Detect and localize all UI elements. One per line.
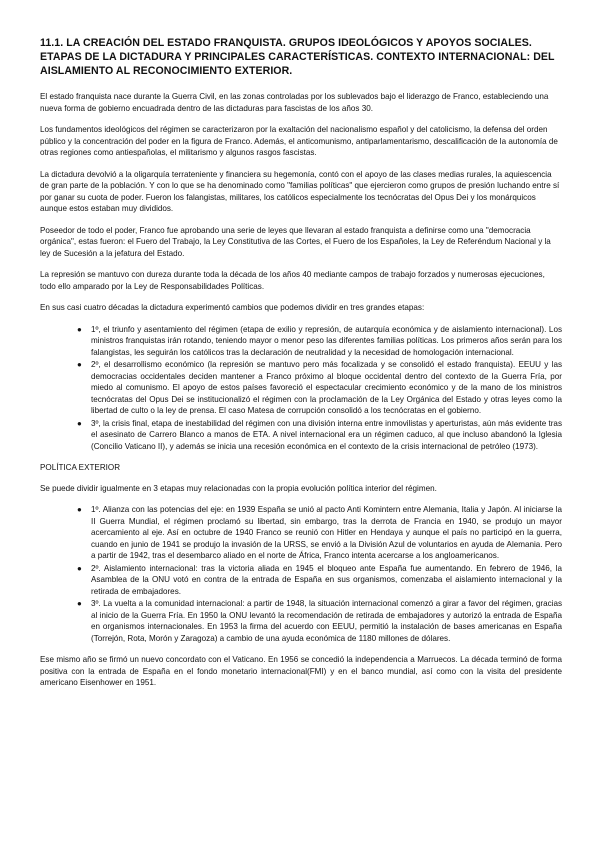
bullet-icon: ●	[77, 360, 82, 369]
list-item-text: 1º. Alianza con las potencias del eje: en 1939 España se unió al pacto Anti Komintern entre Alemania, Italia y Japón. Al iniciarse la II Guerra Mundial, el régimen proclamó su libertad, sin embargo, tras la derrota de Francia en 1940, se produjo un mayor acercamiento al eje. Así en octubre de 1940 Franco se reunió con Hitler en Hendaya y aunque el país no participó en la guerra, cuando en junio de 1941 se produjo la invasión de la URSS, se envió a la División Azul de voluntarios en ayuda de Alemania. Pero a partir de 1942, tras el desembarco aliado en el norte de África, Franco intenta acercarse a los angloamericanos.	[91, 505, 562, 560]
ideology-paragraph: Los fundamentos ideológicos del régimen se caracterizaron por la exaltación del nacionalismo español y del catolicismo, la defensa del orden público y la concentración del poder en la figura de Franco. Además, el anticomunismo, antiparlamentarismo, descalificación de la autonomía de otras regiones como antiespañolas, el militarismo y algunos rasgos fascistas.	[40, 125, 558, 157]
bullet-icon: ●	[77, 599, 82, 608]
bullet-icon: ●	[77, 324, 82, 334]
closing-paragraph: Ese mismo año se firmó un nuevo concordato con el Vaticano. En 1956 se concedió la independencia a Marruecos. La década terminó de forma positiva con la entrada de España en el fondo monetario internacional(FMI) y en el banco mundial, así como con la visita del presidente americano Eisenhower en 1951.	[40, 655, 562, 687]
social-support-paragraph: La dictadura devolvió a la oligarquía terrateniente y financiera su hegemonía, contó con el apoyo de las clases medias rurales, la aquiescencia de gran parte de la población. Y con lo que se ha denominado como "familias políticas" que ejercieron como grupos de presión luchando entre sí por ganar su cuota de poder. Fueron los falangistas, militares, los católicos especialmente los tecnócratas del Opus Dei y los monárquicos aunque estos estaban muy divididos.	[40, 169, 560, 213]
bullet-icon: ●	[77, 563, 82, 573]
list-item-text: 2º, el desarrollismo económico (la represión se mantuvo pero más focalizada y se consolidó el estado franquista). EEUU y las democracias occidentales deciden mantener a Franco próximo al bloque occidental dentro del contexto de la Guerra Fría, por miedo al comunismo. El apoyo de estos países favoreció el espectacular crecimiento económico y de la mano de los ministros tecnócratas del Opus Dei se institucionalizó el régimen con la proclamación de la Ley Orgánica del Estado y otras leyes como la libertad de culto o la ley de prensa. El caso Matesa de corrupción consolidó a los tecnócratas en el gobierno.	[91, 360, 562, 415]
bullet-icon: ●	[77, 505, 82, 514]
bullet-icon: ●	[77, 418, 82, 428]
list-item	[77, 324, 562, 359]
intro-paragraph: El estado franquista nace durante la Guerra Civil, en las zonas controladas por los sublevados bajo el liderazgo de Franco, estableciendo una nueva forma de gobierno encuadrada dentro de las dictaduras para fascistas de los años 30.	[40, 92, 549, 113]
list-item-text: 1º, el triunfo y asentamiento del régimen (etapa de exilio y represión, de autarquía económica y de aislamiento internacional). Los ministros franquistas irán rotando, teniendo mayor o menor peso las diferentes familias políticas. Los primeros años serán para los falangistas, les seguirán los católicos tras la declaración de neutralidad y la necesidad de homologación internacional.	[91, 324, 562, 357]
foreign-policy-intro: Se puede dividir igualmente en 3 etapas muy relacionadas con la propia evolución política interior del régimen.	[40, 483, 437, 493]
section-heading: POLÍTICA EXTERIOR	[40, 463, 121, 472]
repression-paragraph: La represión se mantuvo con dureza durante toda la década de los años 40 mediante campos de trabajo forzados y numerosas ejecuciones, todo ello amparado por la Ley de Responsabilidades Políticas.	[40, 270, 545, 291]
foreign-policy-stages-list	[40, 504, 562, 644]
list-item-text: 3º. La vuelta a la comunidad internacional: a partir de 1948, la situación internacional comenzó a girar a favor del régimen, gracias al inicio de la Guerra Fría. En 1950 la ONU levantó la recomendación de retirada de embajadores y autorizó la entrada de España en organismos internacionales. En 1953 la firma del acuerdo con EEUU, permitió la instalación de bases americanas en España (Torrejón, Rota, Morón y Zaragoza) a cambio de una ayuda económica de 1180 millones de dólares.	[91, 599, 562, 643]
stages-intro-paragraph: En sus casi cuatro décadas la dictadura experimentó cambios que podemos dividir en tres grandes etapas:	[40, 303, 425, 312]
list-item-text: 2º. Aislamiento internacional: tras la victoria aliada en 1945 el bloqueo ante España fue aumentando. En febrero de 1946, la Asamblea de la ONU votó en contra de la entrada de España en sus organismos, comenzaba el aislamiento internacional y la retirada de embajadores.	[91, 563, 562, 596]
list-item	[77, 598, 562, 644]
list-item	[77, 418, 562, 453]
page-title: 11.1. LA CREACIÓN DEL ESTADO FRANQUISTA. GRUPOS IDEOLÓGICOS Y APOYOS SOCIALES. ETAPAS DE LA DICTADURA Y PRINCIPALES CARACTERÍSTICAS. CONTEXTO INTERNACIONAL: DEL AISLAMIENTO AL RECONOCIMIENTO EXTERIOR.	[40, 37, 555, 77]
regime-stages-list	[40, 324, 562, 453]
list-item	[77, 359, 562, 417]
list-item	[77, 504, 562, 562]
list-item-text: 3º, la crisis final, etapa de inestabilidad del régimen con una división interna entre inmovilistas y aperturistas, aún más evidente tras el asesinato de Carrero Blanco a manos de ETA. A nivel internacional era un régimen caduco, al que incluso abandonó la Iglesia (Concilio Vaticano II), y además se inicia una recesión económica en el contexto de la crisis internacional de petróleo (1973).	[91, 418, 562, 451]
laws-paragraph: Poseedor de todo el poder, Franco fue aprobando una serie de leyes que llevaran al estado franquista a definirse como una "democracia orgánica", estas fueron: el Fuero del Trabajo, la Ley Constitutiva de las Cortes, el Fuero de los Españoles, la Ley de Referéndum Nacional y la ley de Sucesión a la jefatura del Estado.	[40, 225, 551, 258]
list-item	[77, 563, 562, 598]
document-page	[40, 36, 562, 699]
